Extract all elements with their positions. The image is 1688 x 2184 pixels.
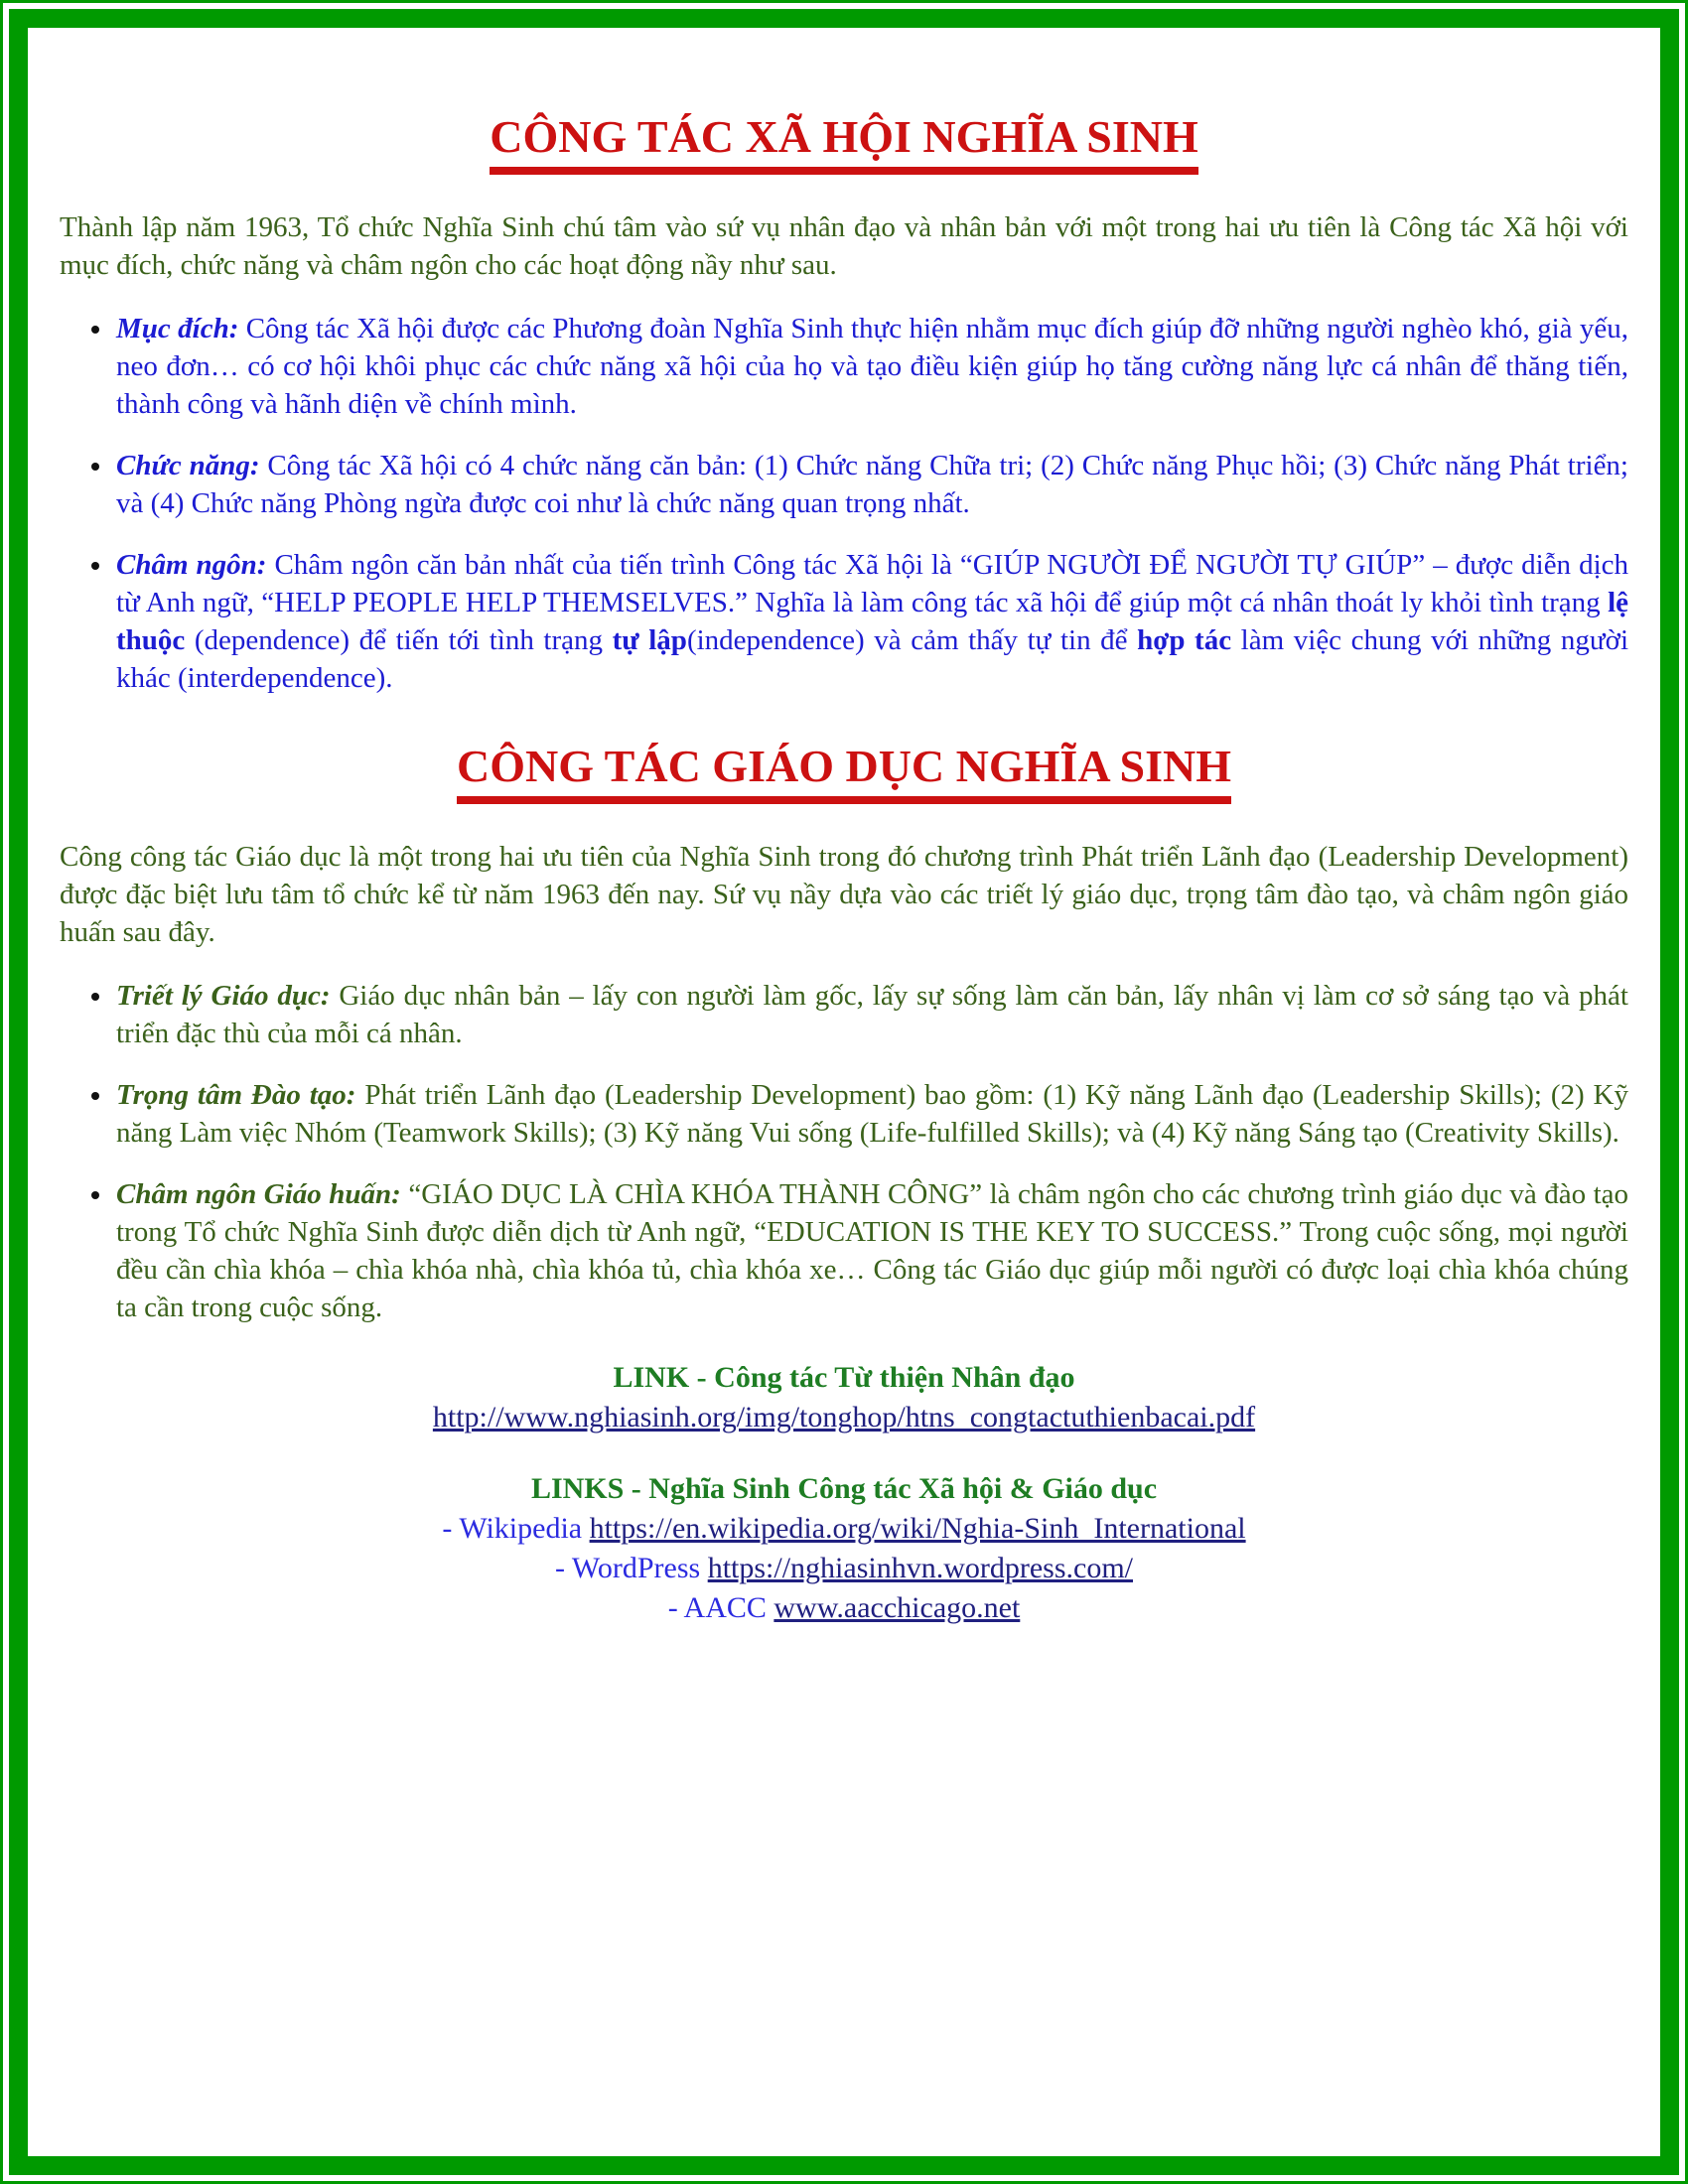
link-line (60, 1398, 1628, 1437)
bullet-text-part: Châm ngôn căn bản nhất của tiến trình Công tác Xã hội là “GIÚP NGƯỜI ĐỂ NGƯỜI TỰ GIÚP” – được diễn dịch từ Anh ngữ, “HELP PEOPLE HELP THEMSELVES.” Nghĩa là làm công tác xã hội để giúp một cá nhân thoát ly khỏi tình trạng (116, 548, 1628, 618)
page-inner-border (9, 9, 1679, 2175)
bullet-text: Phát triển Lãnh đạo (Leadership Development) bao gồm: (1) Kỹ năng Lãnh đạo (Leadership Skills); (2) Kỹ năng Làm việc Nhóm (Teamwork Skills); (3) Kỹ năng Vui sống (Life-fulfilled Skills); và (4) Kỹ năng Sáng tạo (Creativity Skills). (116, 1078, 1629, 1149)
section1-title (60, 111, 1628, 175)
bullet-label: Châm ngôn: (116, 548, 267, 581)
section2-title (60, 741, 1628, 804)
bullet-cham-ngon (114, 546, 1628, 697)
bullet-label: Chức năng: (116, 449, 260, 481)
wikipedia-link[interactable]: https://en.wikipedia.org/wiki/Nghia-Sinh_International (589, 1511, 1246, 1545)
bullet-text-part: làm việc chung với những người khác (interdependence). (116, 623, 1629, 694)
bold-term-hop-tac: hợp tác (1137, 623, 1232, 656)
aacc-link-prefix: - AACC (667, 1590, 774, 1624)
bullet-text: “GIÁO DỤC LÀ CHÌA KHÓA THÀNH CÔNG” là châm ngôn cho các chương trình giáo dục và đào tạo trong Tổ chức Nghĩa Sinh được diễn dịch từ Anh ngữ, “EDUCATION IS THE KEY TO SUCCESS.” Trong cuộc sống, mọi người đều cần chìa khóa – chìa khóa nhà, chìa khóa tủ, chìa khóa xe… Công tác Giáo dục giúp mỗi người có được loại chìa khóa chúng ta cần trong cuộc sống. (116, 1177, 1629, 1323)
section2-title-text: CÔNG TÁC GIÁO DỤC NGHĨA SINH (457, 741, 1231, 804)
links-footer (60, 1358, 1628, 1628)
aacc-link[interactable]: www.aacchicago.net (774, 1590, 1021, 1624)
section1-title-text: CÔNG TÁC XÃ HỘI NGHĨA SINH (490, 111, 1198, 175)
bullet-label: Trọng tâm Đào tạo: (116, 1078, 356, 1111)
section1-intro: Thành lập năm 1963, Tổ chức Nghĩa Sinh chú tâm vào sứ vụ nhân đạo và nhân bản với một trong hai ưu tiên là Công tác Xã hội với mục đích, chức năng và châm ngôn cho các hoạt động nầy như sau. (60, 210, 1628, 281)
bullet-text-part: (independence) và cảm thấy tự tin để (686, 623, 1138, 656)
bullet-text: Công tác Xã hội có 4 chức năng căn bản: (1) Chức năng Chữa tri; (2) Chức năng Phục hồi; (3) Chức năng Phát triển; và (4) Chức năng Phòng ngừa được coi như là chức năng quan trọng nhất. (116, 449, 1628, 519)
bullet-label: Châm ngôn Giáo huấn: (116, 1177, 401, 1210)
bullet-label: Triết lý Giáo dục: (116, 979, 331, 1012)
bullet-chuc-nang (114, 447, 1628, 522)
section1-bullet-list (60, 310, 1628, 697)
bullet-text: Công tác Xã hội được các Phương đoàn Nghĩa Sinh thực hiện nhằm mục đích giúp đỡ những người nghèo khó, già yếu, neo đơn… có cơ hội khôi phục các chức năng xã hội của họ và tạo điều kiện giúp họ tăng cường năng lực cá nhân để thăng tiến, thành công và hãnh diện về chính mình. (116, 312, 1629, 420)
section2-intro: Công công tác Giáo dục là một trong hai ưu tiên của Nghĩa Sinh trong đó chương trình Phát triển Lãnh đạo (Leadership Development) được đặc biệt lưu tâm tổ chức kể từ năm 1963 đến nay. Sứ vụ nầy dựa vào các triết lý giáo dục, trọng tâm đào tạo, và châm ngôn giáo huấn sau đây. (60, 840, 1628, 948)
bullet-label: Mục đích: (116, 312, 239, 344)
bold-term-tu-lap: tự lập (612, 623, 687, 656)
wikipedia-link-prefix: - Wikipedia (442, 1511, 590, 1545)
wordpress-link-prefix: - WordPress (554, 1551, 708, 1584)
bullet-muc-dich (114, 310, 1628, 423)
link-line (60, 1509, 1628, 1549)
link-line (60, 1549, 1628, 1588)
link-section1-heading: LINK - Công tác Từ thiện Nhân đạo (613, 1360, 1075, 1394)
bold-term-le-thuoc: lệ thuộc (116, 586, 1628, 656)
link-line (60, 1588, 1628, 1628)
charity-pdf-link[interactable]: http://www.nghiasinh.org/img/tonghop/htns_congtactuthienbacai.pdf (432, 1400, 1256, 1433)
bullet-text: Giáo dục nhân bản – lấy con người làm gốc, lấy sự sống làm căn bản, lấy nhân vị làm cơ sở sáng tạo và phát triển đặc thù của mỗi cá nhân. (116, 979, 1628, 1049)
footer-spacer (60, 1437, 1628, 1469)
section2-bullet-list (60, 977, 1628, 1326)
link-section2-heading: LINKS - Nghĩa Sinh Công tác Xã hội & Giáo dục (530, 1471, 1158, 1505)
bullet-text-part: (dependence) để tiến tới tình trạng (185, 623, 613, 656)
wordpress-link[interactable]: https://nghiasinhvn.wordpress.com/ (707, 1551, 1133, 1584)
bullet-triet-ly (114, 977, 1628, 1052)
bullet-trong-tam (114, 1076, 1628, 1152)
bullet-cham-ngon-giao-huan (114, 1175, 1628, 1326)
